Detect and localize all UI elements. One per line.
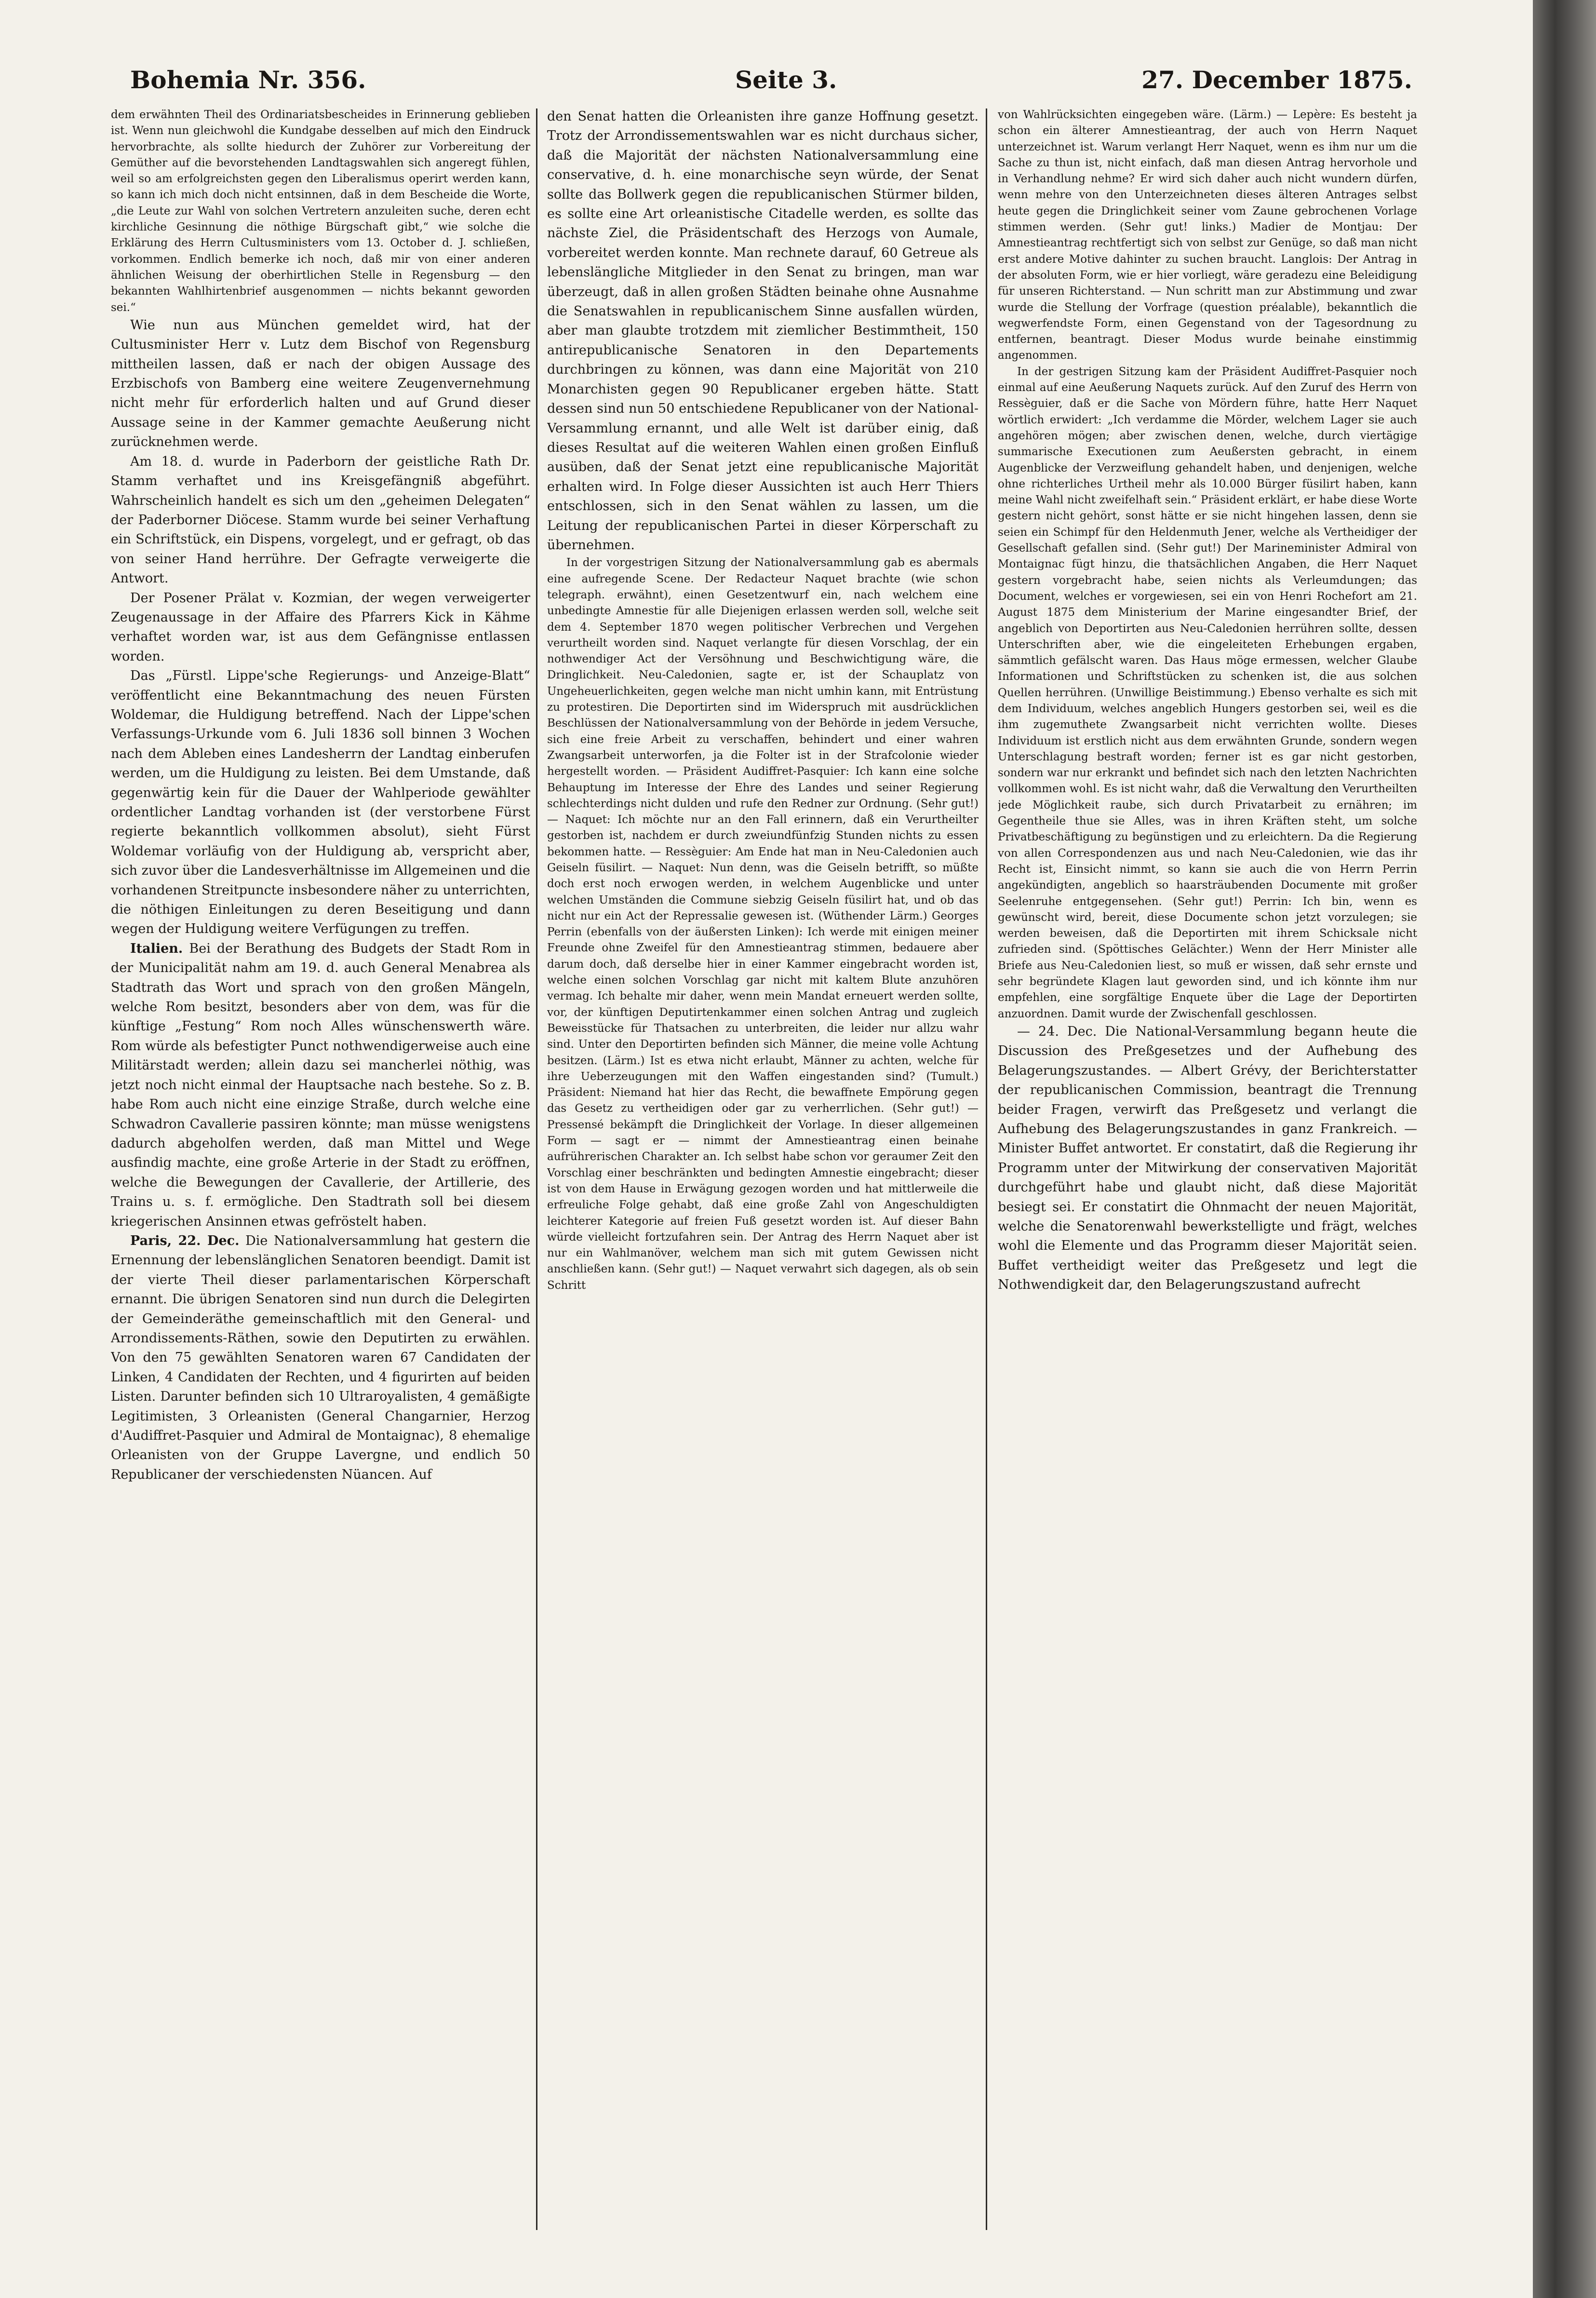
article-text (111, 939, 530, 1231)
article-text: Der Posener Prälat v. Kozmian, der wegen verweigerter Zeugenaussage in der Affaire des Pfarrers Kick in Kähme verhaftet worden war, ist aus dem Gefängnisse entlassen worden. (111, 590, 530, 664)
article-text: Die Nationalversammlung hat gestern die Ernennung der lebenslänglichen Senatoren beendigt. Damit ist der vierte Theil dieser parlamentarischen Körperschaft ernannt. Die übrigen Senatoren sind nun durch die Delegirten der Gemeinderäthe gemeinschaftlich mit den General- und Arrondissements-Räthen, sowie den Deputirten zu erwählen. Von den 75 gewählten Senatoren waren 67 Candidaten der Linken, 4 Candidaten der Rechten, und 4 figurirten auf beiden Listen. Darunter befinden sich 10 Ultraroyalisten, 4 gemäßigte Legitimisten, 3 Orleanisten (General Changarnier, Herzog d'Audiffret-Pasquier und Admiral de Montaignac), 8 ehemalige Orleanisten von der Gruppe Lavergne, und endlich 50 Republicaner der verschiedensten Nüancen. Auf (111, 1233, 530, 1482)
column-1 (111, 107, 530, 2233)
article-text (111, 1231, 530, 1485)
article-text: — 24. Dec. Die National-Versammlung begann heute die Discussion des Preßgesetzes und der Aufhebung des Belagerungszustandes. — Albert Grévy, der Berichterstatter der republicanischen Commission, beantragt die Trennung beider Fragen, verwirft das Preßgesetz und verlangt die Aufhebung des Belagerungszustandes in ganz Frankreich. — Minister Buffet antwortet. Er constatirt, daß die Regierung ihr Programm unter der Mitwirkung der conservativen Majorität durchgeführt habe und glaubt nicht, daß diese Majorität besiegt sei. Er constatirt die Ohnmacht der neuen Majorität, welche die Senatorenwahl bewerkstelligte und frägt, welches wohl die Elemente und das Programm dieser Majorität seien. Buffet vertheidigt weiter das Preßgesetz und legt die Nothwendigkeit dar, den Belagerungszustand aufrecht (998, 1024, 1417, 1293)
column-rule (536, 108, 537, 2230)
section-heading: Italien. (130, 941, 183, 956)
issue-date: 27. December 1875. (1141, 66, 1412, 94)
article-text: von Wahlrücksichten eingegeben wäre. (Lärm.) — Lepère: Es besteht ja schon ein älterer Amnestieantrag, der auch von Herrn Naquet unterzeichnet ist. Warum verlangt Herr Naquet, wenn es ihm nur um die Sache zu thun ist, nicht einfach, daß man diesen Antrag hervorhole und in Verhandlung nehme? Er wird sich daher auch nicht wundern dürfen, wenn mehre von den Unterzeichneten dieses älteren Antrages selbst heute gegen die Dringlichkeit seiner vom Zaune gebrochenen Vorlage stimmen werden. (Sehr gut! links.) Madier de Montjau: Der Amnestieantrag rechtfertigt sich von selbst zur Genüge, so daß man nicht erst andere Motive dahinter zu suchen braucht. Langlois: Der Antrag in der absoluten Form, wie er hier vorliegt, wäre geradezu eine Beleidigung für unseren Richterstand. — Nun schritt man zur Abstimmung und zwar wurde die Stellung der Vorfrage (question préalable), bekanntlich die wegwerfendste Form, einen Gegenstand von der Tagesordnung zu entfernen, beantragt. Dieser Modus wurde beinahe einstimmig angenommen. (998, 108, 1417, 362)
masthead (121, 57, 1412, 100)
article-text: Bei der Berathung des Budgets der Stadt Rom in der Municipalität nahm am 19. d. auch General Menabrea als Stadtrath das Wort und sprach von den großen Mängeln, welche Rom besitzt, besonders aber von dem, was für die künftige „Festung“ Rom noch Alles wünschenswerth wäre. Rom würde als befestigter Punct nothwendigerweise auch eine Militärstadt werden; allein dazu sei mancherlei nöthig, was jetzt noch nicht einmal der Hauptsache nach bestehe. So z. B. habe Rom auch nicht eine einzige Straße, durch welche eine Schwadron Cavallerie passiren könnte; man müsse wenigstens dadurch abgeholfen werden, daß man Mittel und Wege ausfindig machte, eine große Arterie in der Stadt zu eröffnen, welche die Bewegungen der Cavallerie, der Artillerie, des Trains u. s. f. ermögliche. Den Stadtrath soll bei diesem kriegerischen Ansinnen etwas gefröstelt haben. (111, 941, 530, 1229)
scan-edge (1533, 0, 1596, 2298)
article-text: den Senat hatten die Orleanisten ihre ganze Hoffnung gesetzt. Trotz der Arrondissementswahlen war es nicht durchaus sicher, daß die Majorität der nächsten Nationalversammlung eine conservative, d. h. eine monarchische seyn würde, der Senat sollte das Bollwerk gegen die republicanischen Stürmer bilden, es sollte eine Art orleanistische Citadelle werden, es sollte das nächste Ziel, die Präsidentschaft des Herzogs von Aumale, vorbereitet werden konnte. Man rechnete darauf, 60 Getreue als lebenslängliche Mitglieder in den Senat zu bringen, man war überzeugt, daß in allen großen Städten beinahe ohne Ausnahme die Senatswahlen in republicanischem Sinne ausfallen würden, aber man glaubte trotzdem mit ziemlicher Bestimmtheit, 150 antirepublicanische Senatoren in den Departements durchbringen zu können, was dann eine Majorität von 210 Monarchisten gegen 90 Republicaner ergeben hätte. Statt dessen sind nun 50 entschiedene Republicaner von der National-Versammlung ernannt, und alle Welt ist darüber einig, daß dieses Resultat auf die weiteren Wahlen einen großen Einfluß ausüben, daß der Senat jetzt eine republicanische Majorität erhalten wird. In Folge dieser Aussichten ist auch Herr Thiers entschlossen, sich in den Senat wählen zu lassen, um die Leitung der republicanischen Partei in dieser Körperschaft zu übernehmen. (547, 109, 979, 553)
article-text: In der gestrigen Sitzung kam der Präsident Audiffret-Pasquier noch einmal auf eine Aeußerung Naquets zurück. Auf den Zuruf des Herrn von Ressèguier, daß er die Sache von Mördern führe, hatte Herr Naquet wörtlich erwidert: „Ich verdamme die Mörder, welchem Lager sie auch angehören mögen; aber zwischen denen, welche, durch viertägige summarische Executionen zum Aeußersten gebracht, in einem Augenblicke der Verzweiflung gehandelt haben, und denjenigen, welche ohne richterliches Urtheil mehr als 10.000 Bürger füsilirt haben, kann meine Wahl nicht zweifelhaft sein.“ Präsident erklärt, er habe diese Worte gestern nicht gehört, sonst hätte er sie nicht hingehen lassen, denn sie seien ein Schimpf für den Heldenmuth Jener, welche als Vertheidiger der Gesellschaft gefallen sind. (Sehr gut!) Der Marineminister Admiral von Montaignac fügt hinzu, die thatsächlichen Angaben, die Herr Naquet gestern vorgebracht habe, seien nichts als Verleumdungen; das Document, welches er vorgewiesen, sei ein von Henri Rochefort am 21. August 1875 dem Ministerium der Marine eingesandter Brief, der angeblich von Deportirten aus Neu-Caledonien herrühren sollte, dessen Unterschriften aber, wie die eingeleiteten Erhebungen ergaben, sämmtlich gefälscht waren. Das Haus möge ermessen, welcher Glaube Informationen und Schriftstücken zu schenken ist, die aus solchen Quellen herrühren. (Unwillige Beistimmung.) Ebenso verhalte es sich mit dem Individuum, welches angeblich Hungers gestorben sei, weil es die ihm zugemuthete Zwangsarbeit nicht verrichten wollte. Dieses Individuum ist erstlich nicht aus dem erwähnten Grunde, sondern wegen Unterschlagung bestraft worden; ferner ist es gar nicht gestorben, sondern war nur erkrankt und befindet sich nach den letzten Nachrichten vollkommen wohl. Es ist nicht wahr, daß die Verwaltung den Verurtheilten jede Möglichkeit raube, sich durch Privatarbeit zu ernähren; im Gegentheile thue sie Alles, was in ihren Kräften steht, um solche Privatbeschäftigung zu begünstigen und zu erleichtern. Da die Regierung von allen Correspondenzen aus und nach Neu-Caledonien, wie das ihr Recht ist, Einsicht nimmt, so kann sie auch die von Herrn Perrin angekündigten, angeblich so haarsträubenden Documente mit großer Seelenruhe entgegensehen. (Sehr gut!) Perrin: Ich bin, wenn es gewünscht wird, bereit, diese Documente schon jetzt vorzulegen; sie werden beweisen, daß die Deportirten mit ihrem Schicksale nicht zufrieden sind. (Spöttisches Gelächter.) Wenn der Herr Minister alle Briefe aus Neu-Caledonien liest, so muß er wissen, daß sehr ernste und sehr begründete Klagen laut geworden sind, und ich könnte ihm nur empfehlen, eine sorgfältige Enquete über die Lage der Deportirten anzuordnen. Damit wurde der Zwischenfall geschlossen. (998, 365, 1417, 1020)
issue-number: Bohemia Nr. 356. (130, 66, 366, 94)
article-text: In der vorgestrigen Sitzung der Nationalversammlung gab es abermals eine aufregende Scene. Der Redacteur Naquet brachte (wie schon telegraph. erwähnt), einen Gesetzentwurf ein, nach welchem eine unbedingte Amnestie für alle Diejenigen erlassen werden soll, welche seit dem 4. September 1870 wegen politischer Verbrechen und Vergehen verurtheilt worden sind. Naquet verlangte für diesen Vorschlag, der ein nothwendiger Act der Versöhnung und Beschwichtigung wäre, die Dringlichkeit. Neu-Caledonien, sagte er, ist der Schauplatz von Ungeheuerlichkeiten, gegen welche man nicht umhin kann, mit Entrüstung zu protestiren. Die Deportirten sind im Widerspruch mit ausdrücklichen Beschlüssen der Nationalversammlung von der Behörde in jedem Versuche, sich eine freie Arbeit zu verschaffen, behindert und einer wahren Zwangsarbeit unterworfen, ja die Folter ist in der Strafcolonie wieder hergestellt worden. — Präsident Audiffret-Pasquier: Ich kann eine solche Behauptung im Interesse der Ehre des Landes und seiner Regierung schlechterdings nicht dulden und rufe den Redner zur Ordnung. (Sehr gut!) — Naquet: Ich möchte nur an den Fall erinnern, daß ein Verurtheilter gestorben ist, nachdem er durch zweiundfünfzig Stunden nichts zu essen bekommen hatte. — Ressèguier: Am Ende hat man in Neu-Caledonien auch Geiseln füsilirt. — Naquet: Nun denn, was die Geiseln betrifft, so müßte doch erst noch erwogen werden, in welchem Augenblicke und unter welchen Umständen die Commune siebzig Geiseln füsilirt hat, und ob das nicht nur ein Act der Repressalie gewesen ist. (Wüthender Lärm.) Georges Perrin (ebenfalls von der äußersten Linken): Ich werde mit einigen meiner Freunde ohne Zweifel für den Amnestieantrag stimmen, bedauere aber darum doch, daß derselbe hier in einer Kammer eingebracht worden ist, welche einen solchen Vorschlag gar nicht mit kaltem Blute anzuhören vermag. Ich behalte mir daher, wenn mein Mandat erneuert werden sollte, vor, der künftigen Deputirtenkammer einen solchen Antrag und zugleich Beweisstücke für Thatsachen zu unterbreiten, die leider nur allzu wahr sind. Unter den Deportirten befinden sich Männer, die meine volle Achtung besitzen. (Lärm.) Ist es etwa nicht erlaubt, Männer zu achten, welche für ihre Ueberzeugungen mit den Waffen eingestanden sind? (Tumult.) Präsident: Niemand hat hier das Recht, die bewaffnete Empörung gegen das Gesetz zu vertheidigen oder gar zu verherrlichen. (Sehr gut!) — Pressensé bekämpft die Dringlichkeit der Vorlage. In dieser allgemeinen Form — sagt er — nimmt der Amnestieantrag einen beinahe aufrührerischen Charakter an. Ich selbst habe schon vor geraumer Zeit den Vorschlag einer beschränkten und bedingten Amnestie eingebracht; dieser ist von dem Hause in Erwägung gezogen worden und hat mittlerweile die erfreuliche Folge gehabt, daß eine große Zahl von Angeschuldigten leichterer Kategorie auf freien Fuß gesetzt worden ist. Auf dieser Bahn würde vielleicht fortzufahren sein. Der Antrag des Herrn Naquet aber ist nur ein Wahlmanöver, welchem man sich mit gutem Gewissen nicht anschließen kann. (Sehr gut!) — Naquet verwahrt sich dagegen, als ob sein Schritt (547, 556, 979, 1292)
article-text: Das „Fürstl. Lippe'sche Regierungs- und Anzeige-Blatt“ veröffentlicht eine Bekanntmachung des neuen Fürsten Woldemar, die Huldigung betreffend. Nach der Lippe'schen Verfassungs-Urkunde vom 6. Juli 1836 soll binnen 3 Wochen nach dem Ableben eines Landesherrn der Landtag einberufen werden, um die Huldigung zu leisten. Bei dem Umstande, daß gegenwärtig kein für die Dauer der Wahlperiode gewählter ordentlicher Landtag vorhanden ist (der verstorbene Fürst regierte bekanntlich vollkommen absolut), sieht Fürst Woldemar vorläufig von der Huldigung ab, verspricht aber, sich zuvor über die Landesverhältnisse im Allgemeinen und die vorhandenen Streitpuncte insbesondere näher zu unterrichten, die nöthigen Einleitungen zu deren Beseitigung und dann wegen der Huldigung weitere Verfügungen zu treffen. (111, 668, 530, 937)
article-text: Am 18. d. wurde in Paderborn der geistliche Rath Dr. Stamm verhaftet und ins Kreisgefängniß abgeführt. Wahrscheinlich handelt es sich um den „geheimen Delegaten“ der Paderborner Diöcese. Stamm wurde bei seiner Verhaftung ein Schriftstück, ein Dispens, vorgelegt, und er gefragt, ob das von seiner Hand herrühre. Der Gefragte verweigerte die Antwort. (111, 454, 530, 586)
column-2 (547, 107, 979, 2233)
article-text: Wie nun aus München gemeldet wird, hat der Cultusminister Herr v. Lutz dem Bischof von Regensburg mittheilen lassen, daß er nach der obigen Aussage des Erzbischofs von Bamberg eine weitere Zeugenvernehmung nicht mehr für erforderlich halten und auf Grund dieser Aussage seine in der Kammer gemachte Aeußerung nicht zurücknehmen werde. (111, 317, 530, 450)
dateline: Paris, 22. Dec. (130, 1233, 240, 1248)
column-3 (998, 107, 1417, 2233)
page-number: Seite 3. (735, 66, 837, 94)
article-text: dem erwähnten Theil des Ordinariatsbescheides in Erinnerung geblieben ist. Wenn nun gleichwohl die Kundgabe desselben auf mich den Eindruck hervorbrachte, als sollte hiedurch der Zuhörer zur Vorbereitung der Gemüther auf die bevorstehenden Landtagswahlen sich angeregt fühlen, weil so am erfolgreichsten gegen den Liberalismus operirt werden kann, so kann ich mich doch nicht entsinnen, daß in dem Bescheide die Worte, „die Leute zur Wahl von solchen Vertretern anzuleiten suche, deren echt kirchliche Gesinnung die nöthige Bürgschaft gibt,“ wie solche die Erklärung des Herrn Cultusministers vom 13. October d. J. schließen, vorkommen. Endlich bemerke ich noch, daß mir von einer anderen ähnlichen Weisung der oberhirtlichen Stelle in Regensburg — den bekannten Wahlhirtenbrief ausgenommen — nichts bekannt geworden sei.“ (111, 108, 530, 314)
column-rule (986, 108, 987, 2230)
